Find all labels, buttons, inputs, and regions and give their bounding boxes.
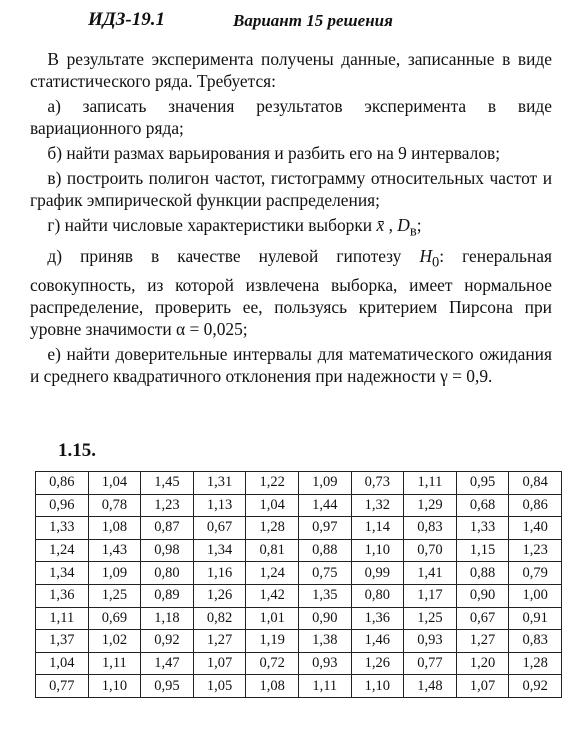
table-cell: 1,41 [404, 562, 457, 585]
table-cell: 0,87 [141, 517, 194, 540]
table-cell: 0,67 [193, 517, 246, 540]
item-f-text: е) найти доверительные интервалы для математического ожидания и среднего квадратичного отклонения при надежности [30, 343, 552, 386]
item-e-text-2: : генеральная совокупность, из которой извлечена выборка, имеет нормальное распределение, проверить ее, пользуясь критерием Пирсона при уровне значимости [30, 246, 553, 339]
table-cell: 1,28 [246, 517, 299, 540]
table-cell: 1,18 [141, 607, 194, 630]
table-cell: 0,88 [298, 539, 351, 562]
table-cell: 1,08 [88, 517, 141, 540]
table-cell: 1,29 [404, 494, 457, 517]
table-cell: 1,16 [193, 562, 246, 585]
table-cell: 1,13 [193, 494, 246, 517]
significance-level: α = 0,025 [176, 318, 243, 339]
table-cell: 0,90 [298, 607, 351, 630]
reliability-level: γ = 0,9 [440, 365, 489, 386]
page-header [0, 9, 585, 35]
table-cell: 0,98 [141, 539, 194, 562]
table-cell: 0,95 [456, 472, 509, 495]
assignment-code: ИДЗ-19.1 [88, 9, 166, 30]
table-cell: 0,93 [298, 652, 351, 675]
table-cell: 1,38 [298, 630, 351, 653]
table-cell: 0,97 [298, 517, 351, 540]
table-cell: 1,37 [36, 630, 89, 653]
table-cell: 0,88 [456, 562, 509, 585]
table-cell: 1,04 [36, 652, 89, 675]
item-e [30, 245, 552, 339]
table-cell: 0,91 [509, 607, 562, 630]
table-cell: 0,77 [36, 675, 89, 698]
item-f [30, 343, 552, 387]
table-cell: 1,33 [36, 517, 89, 540]
data-table-body [36, 472, 562, 698]
table-cell: 1,09 [88, 562, 141, 585]
table-cell: 1,40 [509, 517, 562, 540]
table-cell: 1,14 [351, 517, 404, 540]
table-cell: 0,68 [456, 494, 509, 517]
table-cell: 0,69 [88, 607, 141, 630]
table-cell: 1,25 [404, 607, 457, 630]
table-cell: 1,02 [88, 630, 141, 653]
table-cell: 0,90 [456, 584, 509, 607]
item-c: в) построить полигон частот, гистограмму относительных частот и график эмпирической функции распределения; [30, 168, 552, 210]
table-row [36, 607, 562, 630]
item-d-separator: , [384, 215, 398, 235]
table-cell: 0,86 [509, 494, 562, 517]
table-cell: 1,34 [36, 562, 89, 585]
table-cell: 1,09 [298, 472, 351, 495]
table-cell: 1,10 [351, 539, 404, 562]
table-cell: 1,27 [193, 630, 246, 653]
variant-title: Вариант 15 решения [233, 11, 393, 30]
table-cell: 1,24 [246, 562, 299, 585]
table-cell: 1,11 [298, 675, 351, 698]
table-cell: 1,26 [193, 584, 246, 607]
null-hypothesis-subscript: 0 [432, 254, 440, 271]
table-cell: 1,24 [36, 539, 89, 562]
table-cell: 1,46 [351, 630, 404, 653]
item-b: б) найти размах варьирования и разбить его на 9 интервалов; [47, 143, 501, 163]
table-cell: 1,19 [246, 630, 299, 653]
table-cell: 1,04 [88, 472, 141, 495]
null-hypothesis-symbol: H [419, 246, 432, 267]
table-row [36, 562, 562, 585]
table-cell: 1,10 [351, 675, 404, 698]
table-cell: 0,80 [141, 562, 194, 585]
table-cell: 0,73 [351, 472, 404, 495]
table-cell: 1,22 [246, 472, 299, 495]
table-cell: 1,47 [141, 652, 194, 675]
table-cell: 1,10 [88, 675, 141, 698]
intro-paragraph: В результате эксперимента получены данные, записанные в виде статистического ряда. Требуется: [30, 49, 552, 91]
table-cell: 0,99 [351, 562, 404, 585]
table-row [36, 494, 562, 517]
table-cell: 0,79 [509, 562, 562, 585]
item-d-text: г) найти числовые характеристики выборки [47, 215, 373, 235]
table-cell: 1,00 [509, 584, 562, 607]
table-cell: 1,07 [193, 652, 246, 675]
table-cell: 0,67 [456, 607, 509, 630]
table-cell: 1,11 [36, 607, 89, 630]
sample-variance-symbol: D [397, 215, 410, 235]
table-cell: 1,28 [509, 652, 562, 675]
table-cell: 0,92 [141, 630, 194, 653]
table-cell: 1,31 [193, 472, 246, 495]
table-cell: 1,20 [456, 652, 509, 675]
item-e-text-1: д) приняв в качестве нулевой гипотезу [47, 246, 402, 267]
table-cell: 0,92 [509, 675, 562, 698]
table-cell: 1,05 [193, 675, 246, 698]
table-cell: 1,04 [246, 494, 299, 517]
table-cell: 0,78 [88, 494, 141, 517]
table-cell: 0,96 [36, 494, 89, 517]
table-cell: 1,36 [36, 584, 89, 607]
table-cell: 0,89 [141, 584, 194, 607]
item-e-end: ; [242, 318, 248, 339]
table-cell: 1,11 [404, 472, 457, 495]
table-cell: 0,93 [404, 630, 457, 653]
data-table [35, 471, 562, 698]
table-row [36, 517, 562, 540]
table-cell: 1,11 [88, 652, 141, 675]
table-cell: 1,08 [246, 675, 299, 698]
table-cell: 1,43 [88, 539, 141, 562]
table-row [36, 652, 562, 675]
table-cell: 1,01 [246, 607, 299, 630]
table-cell: 1,15 [456, 539, 509, 562]
table-cell: 0,86 [36, 472, 89, 495]
table-row [36, 584, 562, 607]
table-cell: 1,32 [351, 494, 404, 517]
table-cell: 0,95 [141, 675, 194, 698]
table-cell: 1,23 [509, 539, 562, 562]
item-d [30, 214, 552, 242]
table-cell: 1,27 [456, 630, 509, 653]
table-cell: 0,70 [404, 539, 457, 562]
table-cell: 0,82 [193, 607, 246, 630]
table-row [36, 675, 562, 698]
sample-variance-subscript: в [409, 223, 417, 240]
table-cell: 1,34 [193, 539, 246, 562]
table-cell: 1,44 [298, 494, 351, 517]
table-cell: 1,35 [298, 584, 351, 607]
table-cell: 1,23 [141, 494, 194, 517]
problem-statement [30, 48, 552, 390]
table-cell: 1,07 [456, 675, 509, 698]
table-row [36, 539, 562, 562]
table-row [36, 630, 562, 653]
table-cell: 1,45 [141, 472, 194, 495]
table-cell: 0,83 [404, 517, 457, 540]
table-cell: 0,77 [404, 652, 457, 675]
table-row [36, 472, 562, 495]
table-cell: 0,75 [298, 562, 351, 585]
table-cell: 1,42 [246, 584, 299, 607]
table-cell: 0,80 [351, 584, 404, 607]
table-cell: 0,84 [509, 472, 562, 495]
task-number: 1.15. [58, 440, 96, 461]
item-a: а) записать значения результатов эксперимента в виде вариационного ряда; [30, 96, 552, 138]
table-cell: 1,17 [404, 584, 457, 607]
table-cell: 1,26 [351, 652, 404, 675]
table-cell: 1,33 [456, 517, 509, 540]
sample-mean-symbol: x̄ [376, 215, 385, 235]
table-cell: 0,72 [246, 652, 299, 675]
table-cell: 1,36 [351, 607, 404, 630]
table-cell: 1,48 [404, 675, 457, 698]
table-cell: 1,25 [88, 584, 141, 607]
table-cell: 0,81 [246, 539, 299, 562]
item-d-end: ; [416, 215, 422, 235]
table-cell: 0,83 [509, 630, 562, 653]
item-f-end: . [488, 365, 493, 386]
